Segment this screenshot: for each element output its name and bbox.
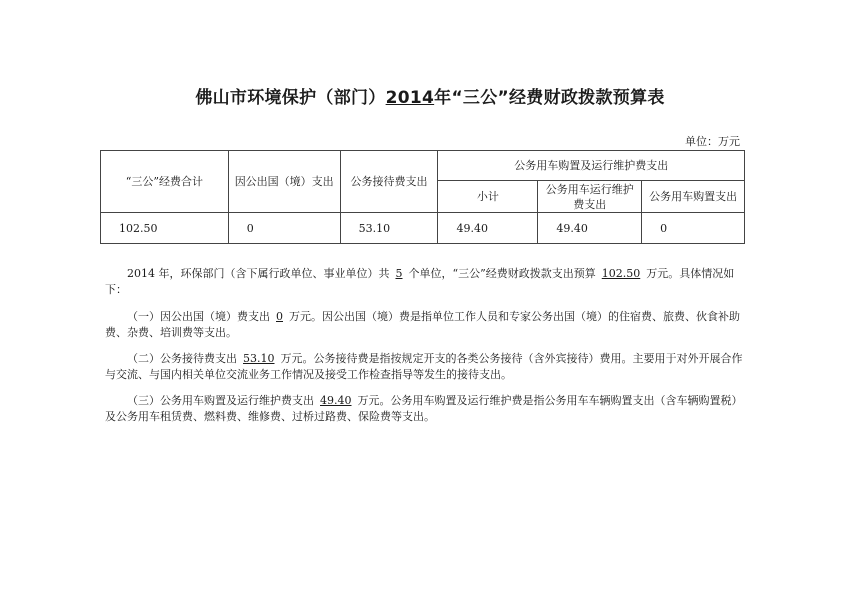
title-prefix: 佛山市环境保护（部门） (195, 88, 386, 108)
unit-label: 单位：万元 (685, 135, 740, 148)
para4-text-b: 万元。公务用车购置及运行维护费是指公务用车车辆购置支出（含车辆购置税）及公务用车租赁费、燃料费、维修费、过桥过路费、保险费等支出。 (105, 394, 743, 423)
para1-text-c: 万元。具体情况如下： (105, 267, 735, 296)
table-row (101, 213, 745, 244)
value-vehicle-run: 49.40 (538, 213, 642, 244)
header-abroad: 因公出国（境）支出 (228, 151, 340, 213)
para1-text-b: 个单位，“三公”经费财政拨款支出预算 (408, 267, 596, 280)
title-suffix: 年“三公”经费财政拨款预算表 (434, 88, 665, 108)
value-subtotal: 49.40 (438, 213, 538, 244)
header-subtotal: 小计 (438, 181, 538, 213)
paragraph-reception (105, 351, 745, 383)
para1-text-a: 2014 年，环保部门（含下属行政单位、事业单位）共 (127, 267, 390, 280)
para2-text-a: （一）因公出国（境）费支出 (127, 310, 270, 323)
value-total: 102.50 (101, 213, 229, 244)
header-total: “三公”经费合计 (101, 151, 229, 213)
para3-text-b: 万元。公务接待费是指按规定开支的各类公务接待（含外宾接待）费用。主要用于对外开展合作与交流、与国内相关单位交流业务工作情况及接受工作检查指导等发生的接待支出。 (105, 352, 743, 381)
paragraph-vehicle (105, 393, 745, 425)
header-vehicle-run: 公务用车运行维护费支出 (538, 181, 642, 213)
page-title (0, 83, 860, 108)
header-vehicle-buy: 公务用车购置支出 (642, 181, 745, 213)
title-year: 2014 (385, 88, 435, 108)
abroad-amount: 0 (276, 310, 283, 323)
para3-text-a: （二）公务接待费支出 (127, 352, 237, 365)
value-abroad: 0 (228, 213, 340, 244)
value-reception: 53.10 (340, 213, 438, 244)
value-vehicle-buy: 0 (642, 213, 745, 244)
reception-amount: 53.10 (243, 352, 275, 365)
header-vehicle-group: 公务用车购置及运行维护费支出 (438, 151, 745, 181)
unit-count: 5 (395, 267, 403, 280)
budget-table (100, 150, 745, 244)
para2-text-b: 万元。因公出国（境）费是指单位工作人员和专家公务出国（境）的住宿费、旅费、伙食补助费、杂费、培训费等支出。 (105, 310, 740, 339)
vehicle-amount: 49.40 (320, 394, 352, 407)
header-reception: 公务接待费支出 (340, 151, 438, 213)
paragraph-summary (105, 266, 745, 298)
paragraph-abroad (105, 309, 745, 341)
para4-text-a: （三）公务用车购置及运行维护费支出 (127, 394, 314, 407)
total-amount: 102.50 (601, 267, 641, 280)
